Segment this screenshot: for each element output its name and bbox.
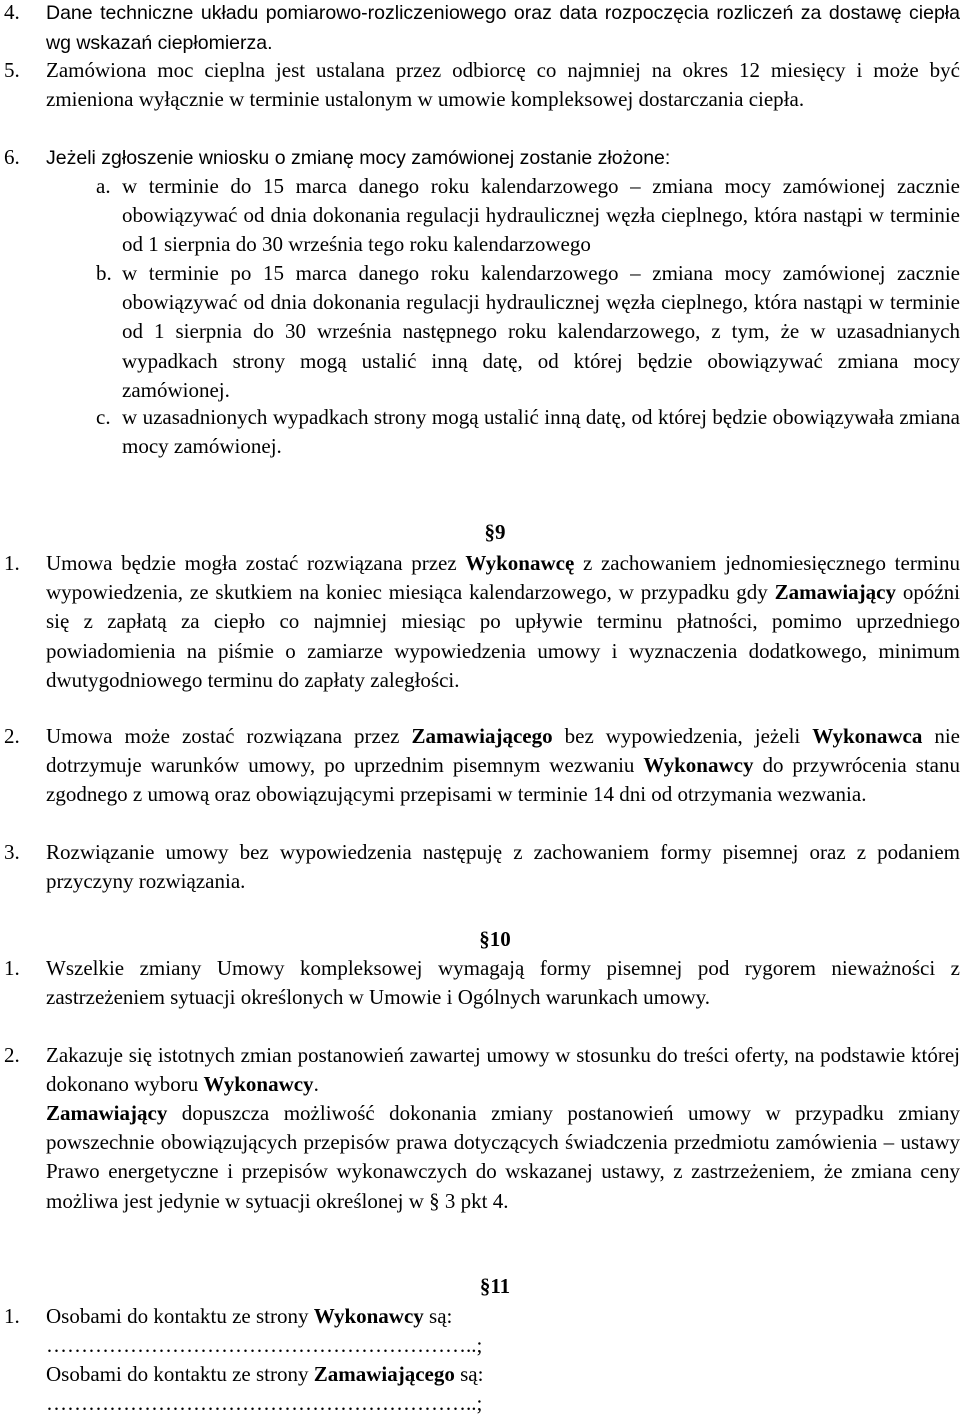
text-run: dopuszcza możliwość dokonania zmiany postanowień umowy w przypadku zmiany powszechnie obowiązujących przepisów prawa dotyczących świadczenia przedmiotu zamówienia – ustawy Prawo energetyczne i przepisów wykonawczych do wskazanej ustawy, z zastrzeżeniem, że zmiana ceny możliwa jest jedynie w sytuacji określonej w § 3 pkt 4.: [46, 1101, 960, 1213]
placeholder-dots: ……………………………………………………..;: [46, 1391, 483, 1415]
bold-term: Wykonawcę: [465, 551, 575, 575]
section-heading-11: §11: [479, 1274, 511, 1298]
item-number: 2.: [4, 724, 20, 748]
list-item: [4, 1302, 960, 1331]
item-number: 6.: [4, 145, 20, 169]
item-number: 4.: [4, 0, 20, 24]
item-text: Wszelkie zmiany Umowy kompleksowej wymagają formy pisemnej pod rygorem nieważności z zastrzeżeniem sytuacji określonych w Umowie i Ogólnych warunkach umowy.: [46, 956, 960, 1010]
item-number: 3.: [4, 840, 20, 864]
bold-term: Wykonawca: [812, 724, 923, 748]
text-run: Umowa może zostać rozwiązana przez: [46, 724, 412, 748]
paragraph: [4, 1099, 960, 1216]
bold-term: Wykonawcy: [203, 1072, 314, 1097]
text-run: Osobami do kontaktu ze strony: [46, 1304, 314, 1328]
text-run: Umowa będzie mogła zostać rozwiązana przez: [46, 551, 466, 575]
bold-term: Zamawiającego: [411, 724, 553, 748]
list-item: [4, 954, 960, 1012]
item-text: Rozwiązanie umowy bez wypowiedzenia następuję z zachowaniem formy pisemnej oraz z podaniem przyczyny rozwiązania.: [46, 840, 960, 894]
text-run: nie dotrzymuje warunków umowy, po uprzednim pisemnym wezwaniu: [46, 724, 960, 778]
bold-term: Zamawiający: [46, 1101, 168, 1125]
text-run: są:: [423, 1304, 453, 1328]
sub-text: w uzasadnionych wypadkach strony mogą ustalić inną datę, od której będzie obowiązywała zmiana mocy zamówionej.: [122, 405, 960, 459]
text-run: Osobami do kontaktu ze strony: [46, 1362, 314, 1386]
item-number: 1.: [4, 551, 20, 575]
list-item: [4, 549, 960, 695]
list-item: [4, 0, 960, 58]
text-run: do przywrócenia stanu zgodnego z umową oraz obowiązującymi przepisami w terminie 14 dni od otrzymania wezwania.: [46, 753, 960, 807]
list-item: [4, 1041, 960, 1099]
bold-term: Zamawiający: [774, 580, 896, 605]
section-heading-10: §10: [479, 927, 511, 951]
list-item: [4, 722, 960, 810]
sub-item: [4, 172, 960, 260]
paragraph: [4, 1360, 960, 1389]
text-run: .: [313, 1072, 319, 1097]
text-run: opóźni się z zapłatą za ciepło co najmniej miesiąc po upływie terminu płatności, pomimo uprzedniego powiadomienia na piśmie o zamiarze wypowiedzenia umowy i wyznaczenia dodatkowego, minimum dwutygodniowego terminu do zapłaty zaległości.: [46, 580, 960, 692]
item-number: 1.: [4, 1304, 20, 1328]
sub-letter: a.: [96, 174, 111, 198]
text-run: są:: [454, 1362, 484, 1386]
sub-item: [4, 259, 960, 405]
sub-text: w terminie do 15 marca danego roku kalendarzowego – zmiana mocy zamówionej zacznie obowiązywać od dnia dokonania regulacji hydraulicznej węzła cieplnego, która nastąpi w terminie od 1 sierpnia do 30 września tego roku kalendarzowego: [122, 174, 960, 257]
item-text: Zamówiona moc cieplna jest ustalana przez odbiorcę co najmniej na okres 12 miesięcy i może być zmieniona wyłącznie w terminie ustalonym w umowie kompleksowej dostarczania ciepła.: [46, 58, 960, 112]
section-number: 10: [489, 927, 511, 951]
bold-term: Zamawiającego: [313, 1362, 455, 1386]
bold-term: Wykonawcy: [643, 753, 754, 778]
text-run: Zakazuje się istotnych zmian postanowień zawartej umowy w stosunku do treści oferty, na podstawie której dokonano wyboru: [46, 1043, 960, 1097]
sub-letter: c.: [96, 405, 111, 429]
item-number: 1.: [4, 956, 20, 980]
sub-text: w terminie po 15 marca danego roku kalendarzowego – zmiana mocy zamówionej zacznie obowiązywać od dnia dokonania regulacji hydraulicznej węzła cieplnego, która nastąpi w terminie od 1 sierpnia do 30 września następnego roku kalendarzowego, z tym, że w uzasadnianych wypadkach strony mogą ustalić inną datę, od której będzie obowiązywać zmiana mocy zamówionej.: [122, 261, 960, 402]
list-item: [4, 143, 960, 173]
sub-letter: b.: [96, 261, 112, 285]
text-run: z zachowaniem jednomiesięcznego terminu wypowiedzenia, ze skutkiem na koniec miesiąca kalendarzowego, w przypadku gdy: [46, 551, 960, 605]
item-number: 2.: [4, 1043, 20, 1067]
section-heading-9: §9: [484, 520, 506, 544]
list-item: [4, 56, 960, 114]
section-number: 11: [490, 1274, 511, 1298]
item-number: 5.: [4, 58, 20, 82]
section-number: 9: [495, 520, 506, 544]
item-text: Dane techniczne układu pomiarowo-rozliczeniowego oraz data rozpoczęcia rozliczeń za dostawę ciepła wg wskazań ciepłomierza.: [46, 2, 960, 55]
list-item: [4, 838, 960, 896]
placeholder-dots: ……………………………………………………..;: [46, 1333, 483, 1357]
sub-item: [4, 403, 960, 461]
item-text: Jeżeli zgłoszenie wniosku o zmianę mocy zamówionej zostanie złożone:: [46, 147, 671, 169]
text-run: bez wypowiedzenia, jeżeli: [552, 724, 813, 748]
bold-term: Wykonawcy: [313, 1304, 424, 1328]
